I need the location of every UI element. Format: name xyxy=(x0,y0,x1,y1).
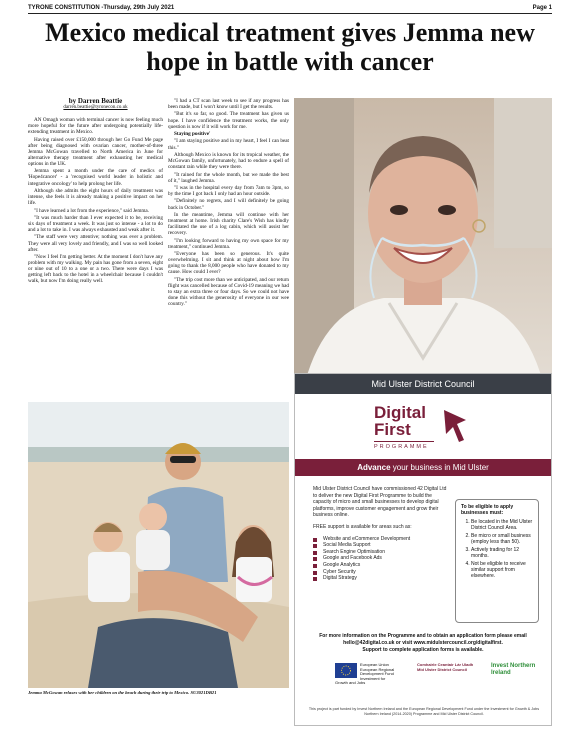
paragraph: "It was much harder than I ever expected it to be, receiving six days of treatment a week. It was just so intense - a lot to do and a lot to take in. I was always exhausted and weak after it. xyxy=(28,214,163,234)
list-item: 2. Be micro or small business (employ less than 50). xyxy=(471,533,533,545)
list-item: Google Analytics xyxy=(313,562,450,569)
eligibility-box xyxy=(455,499,539,623)
digital-first-logo xyxy=(374,404,470,448)
more-info-line: For more information on the Programme and to obtain an application form please email xyxy=(319,633,527,639)
list-item: Digital Strategy xyxy=(313,575,450,582)
cursor-icon xyxy=(442,406,470,444)
contact-line[interactable]: hello@42digital.co.uk or visit www.midulstercouncil.org/digitalfirst. xyxy=(343,640,503,646)
paragraph: "I have learned a lot from the experience," said Jemma. xyxy=(34,207,149,214)
paragraph: "I am staying positive and in my heart, I feel I can beat this." xyxy=(168,138,289,151)
council-logo xyxy=(417,663,475,672)
list-item: 4. Not be eligible to receive similar support from elsewhere. xyxy=(471,561,533,579)
eu-logo xyxy=(335,663,397,686)
list-item: 1. Be located in the Mid Ulster District Council Area. xyxy=(471,519,533,531)
eu-flag-icon xyxy=(335,663,357,678)
byline xyxy=(28,97,163,110)
list-item: Cyber Security xyxy=(313,569,450,576)
list-item: Website and eCommerce Development xyxy=(313,536,450,543)
article-column-2 xyxy=(168,98,289,309)
invest-ni-logo xyxy=(491,663,539,677)
paragraph: "But it's so far, so good. The treatment has given us hope. I have confidence the treatment works, the only question is now if it will work for me. xyxy=(168,111,289,130)
beach-photo xyxy=(28,402,289,688)
portrait-photo xyxy=(294,98,552,386)
paragraph: "Everyone has been so generous. It's quite overwhelming. I sit and think at night about how I'm going to thank the 8,000 people who have donated to my cause. How could I ever? xyxy=(168,251,289,276)
paragraph: "Definitely no regrets, and I will definitely be going back in October." xyxy=(168,198,289,211)
headline: Mexico medical treatment gives Jemma new hope in battle with cancer xyxy=(45,18,535,76)
paragraph: AN Omagh woman with terminal cancer is now feeling much more hopeful for the future after undergoing potentially life-extending treatment in Mexico. xyxy=(28,117,163,136)
paragraph: "The staff were very attentive; nothing was ever a problem. They were all very lovely and friendly, and I was so well looked after. xyxy=(28,234,163,253)
logo-subtitle: PROGRAMME xyxy=(374,441,434,450)
paragraph: Having raised over £150,000 through her Go Fund Me page after being diagnosed with ovarian cancer, mother-of-three Jemma McGowan travelled to North America in June for alternative therapy treatment after exhausting her medical options in the UK. xyxy=(28,136,163,167)
paragraph: Jemma spent a month under the care of medics of 'Hope4cancer' - a 'recognised world leader in holistic and integrative oncology' to help prolong her life. xyxy=(28,168,163,187)
author-name: by Darren Beattie xyxy=(68,97,123,105)
page-number: Page 1 xyxy=(532,5,552,11)
subheading: Staying positive' xyxy=(174,131,211,138)
article-column-1 xyxy=(28,117,163,286)
funder-logos xyxy=(295,663,551,699)
list-item: 3. Actively trading for 12 months. xyxy=(471,547,533,559)
paragraph: "The trip cost more than we anticipated, and our return flight was cancelled because of Covid-19 meaning we had to stay an extra three or four days. So we could not have done this without the generosity of everyone in our wee country." xyxy=(168,276,289,308)
paragraph: In the meantime, Jemma will continue with her treatment at home. Irish charity Clare's Wish has kindly facilitated the use of a log cabin, which will assist her recovery. xyxy=(168,211,289,237)
advert-body xyxy=(313,486,450,582)
paragraph: "It rained for the whole month, but we made the best of it," laughed Jemma. xyxy=(168,171,289,184)
eligibility-title: To be eligible to apply businesses must: xyxy=(461,504,514,516)
list-item: Social Media Support xyxy=(313,542,450,549)
council-logo-text: Comhairle Ceantair Lár Uladh Mid Ulster District Council xyxy=(417,662,474,672)
list-item: Search Engine Optimisation xyxy=(313,549,450,556)
paragraph: "I had a CT scan last week to see if any progress has been made, but I won't know until I get the results. xyxy=(168,98,289,111)
banner-rest: your business in Mid Ulster xyxy=(390,463,489,472)
advert-council-header: Mid Ulster District Council xyxy=(295,374,551,394)
author-email[interactable]: darren.beattie@tyronecon.co.uk xyxy=(63,105,128,110)
advert-intro: Mid Ulster District Council have commissioned 42 Digital Ltd to deliver the new Digital First Programme to build the capacity of micro and small businesses to develop digital platforms, improve customer engagement and grow their business online. xyxy=(313,486,447,519)
logo-title: Digital First xyxy=(374,403,426,439)
paragraph: Although Mexico is known for its tropical weather, the McGowan family, unfortunately, had to endure a spell of constant rain while they were there. xyxy=(168,151,289,171)
page-header xyxy=(28,3,552,13)
paragraph: "Now I feel I'm getting better. At the moment I don't have any problem with my walking. My pain has gone from a seven, eight or nine out of 10 to a one or a two. There were days I was getting left back to the hotel in a wheelchair because I couldn't walk, but now I'm doing really well. xyxy=(28,254,163,285)
eu-logo-text: European Union European Regional Development Fund Investment for Growth and Jobs xyxy=(335,662,395,686)
invest-ni-logo-text: Invest Northern Ireland xyxy=(491,663,536,676)
advert-footer: This project is part funded by Invest Northern Ireland and the European Regional Development Fund under the Investment for Growth & Jobs Northern Ireland (2014-2020) Programme and Mid Ulster District Council. xyxy=(308,707,540,716)
paragraph: Although she admits the eight hours of daily treatment was intense, she feels it is already making a positive impact on her life. xyxy=(28,187,163,207)
eligibility-list xyxy=(461,519,533,579)
header-rule xyxy=(28,13,552,14)
free-support-label: FREE support is available for areas such as: xyxy=(313,523,412,530)
banner-bold: Advance xyxy=(357,463,391,472)
paragraph: "I'm looking forward to having my own space for my treatment," continued Jemma. xyxy=(168,237,289,250)
more-info-line: Support to complete application forms is available. xyxy=(362,647,484,653)
list-item: Google and Facebook Ads xyxy=(313,555,450,562)
more-info xyxy=(295,633,551,654)
paragraph: "I was in the hospital every day from 7am to 3pm, so by the time I got back I only had an hour outside. xyxy=(168,185,289,198)
support-list xyxy=(313,536,450,582)
digital-first-advert xyxy=(294,373,552,726)
beach-illustration xyxy=(28,402,289,688)
portrait-illustration xyxy=(294,98,552,386)
advance-banner xyxy=(295,459,551,476)
publication-line: TYRONE CONSTITUTION -Thursday, 29th July 2021 xyxy=(28,5,175,11)
beach-caption: Jemma McGowan relaxes with her children on the beach during their trip to Mexico. SU3021DB21 xyxy=(28,690,217,695)
